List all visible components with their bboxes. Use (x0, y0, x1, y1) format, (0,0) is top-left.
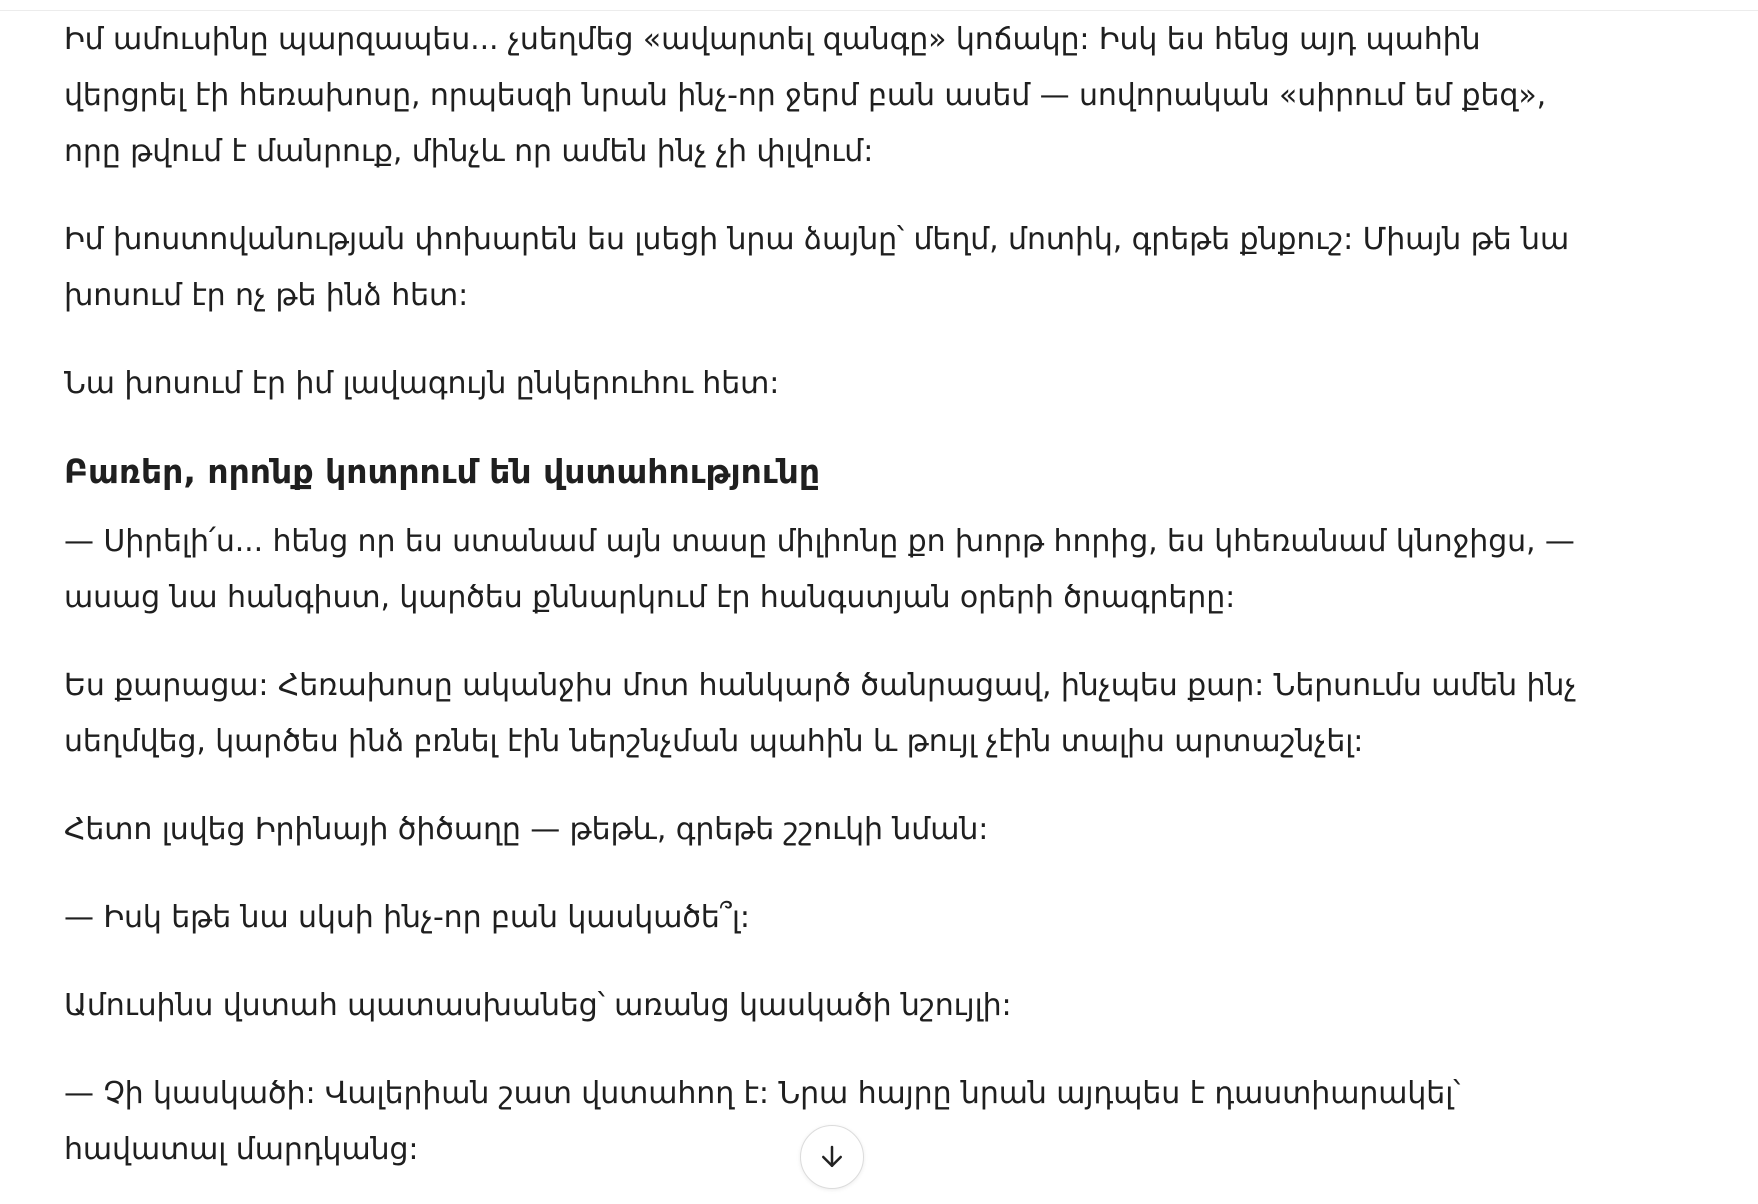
paragraph: Ես քարացա: Հեռախոսը ականջիս մոտ հանկարծ ծանրացավ, ինչպես քար: Ներսումս ամեն ինչ սեղմվեց, կարծես ինձ բռնել էին ներշնչման պահին և թույլ չէին տալիս արտաշնչել: (64, 668, 1577, 759)
article-body (64, 0, 1604, 1204)
paragraph: Հետո լսվեց Իրինայի ծիծաղը — թեթև, գրեթե շշուկի նման: (64, 812, 989, 847)
paragraph: Իմ ամուսինը պարզապես... չսեղմեց «ավարտել զանգը» կոճակը: Իսկ ես հենց այդ պահին վերցրել էի հեռախոսը, որպեսզի նրան ինչ-որ ջերմ բան ասեմ — սովորական «սիրում եմ քեզ», որը թվում է մանրուք, մինչև որ ամեն ինչ չի փլվում: (64, 22, 1547, 169)
scroll-down-button[interactable] (800, 1125, 864, 1189)
paragraph: Իմ խոստովանության փոխարեն ես լսեցի նրա ձայնը՝ մեղմ, մոտիկ, գրեթե քնքուշ: Միայն թե նա խոսում էր ոչ թե ինձ հետ: (64, 222, 1570, 313)
paragraph: — Սիրելի՛ս... հենց որ ես ստանամ այն տասը միլիոնը քո խորթ հորից, ես կհեռանամ կնոջիցս, — ասաց նա հանգիստ, կարծես քննարկում էր հանգստյան օրերի ծրագրերը: (64, 524, 1575, 615)
paragraph: Ամուսինս վստահ պատասխանեց՝ առանց կասկածի նշույլի: (64, 988, 1012, 1023)
paragraph: — Իսկ եթե նա սկսի ինչ-որ բան կասկածե՞լ: (64, 900, 750, 935)
arrow-down-icon (817, 1142, 847, 1172)
paragraph: — Չի կասկածի: Վալերիան շատ վստահող է: Նրա հայրը նրան այդպես է դաստիարակել՝ հավատալ մարդկանց: (64, 1076, 1461, 1167)
paragraph: Նա խոսում էր իմ լավագույն ընկերուհու հետ: (64, 366, 780, 401)
section-heading: Բառեր, որոնք կոտրում են վստահությունը (64, 452, 821, 491)
